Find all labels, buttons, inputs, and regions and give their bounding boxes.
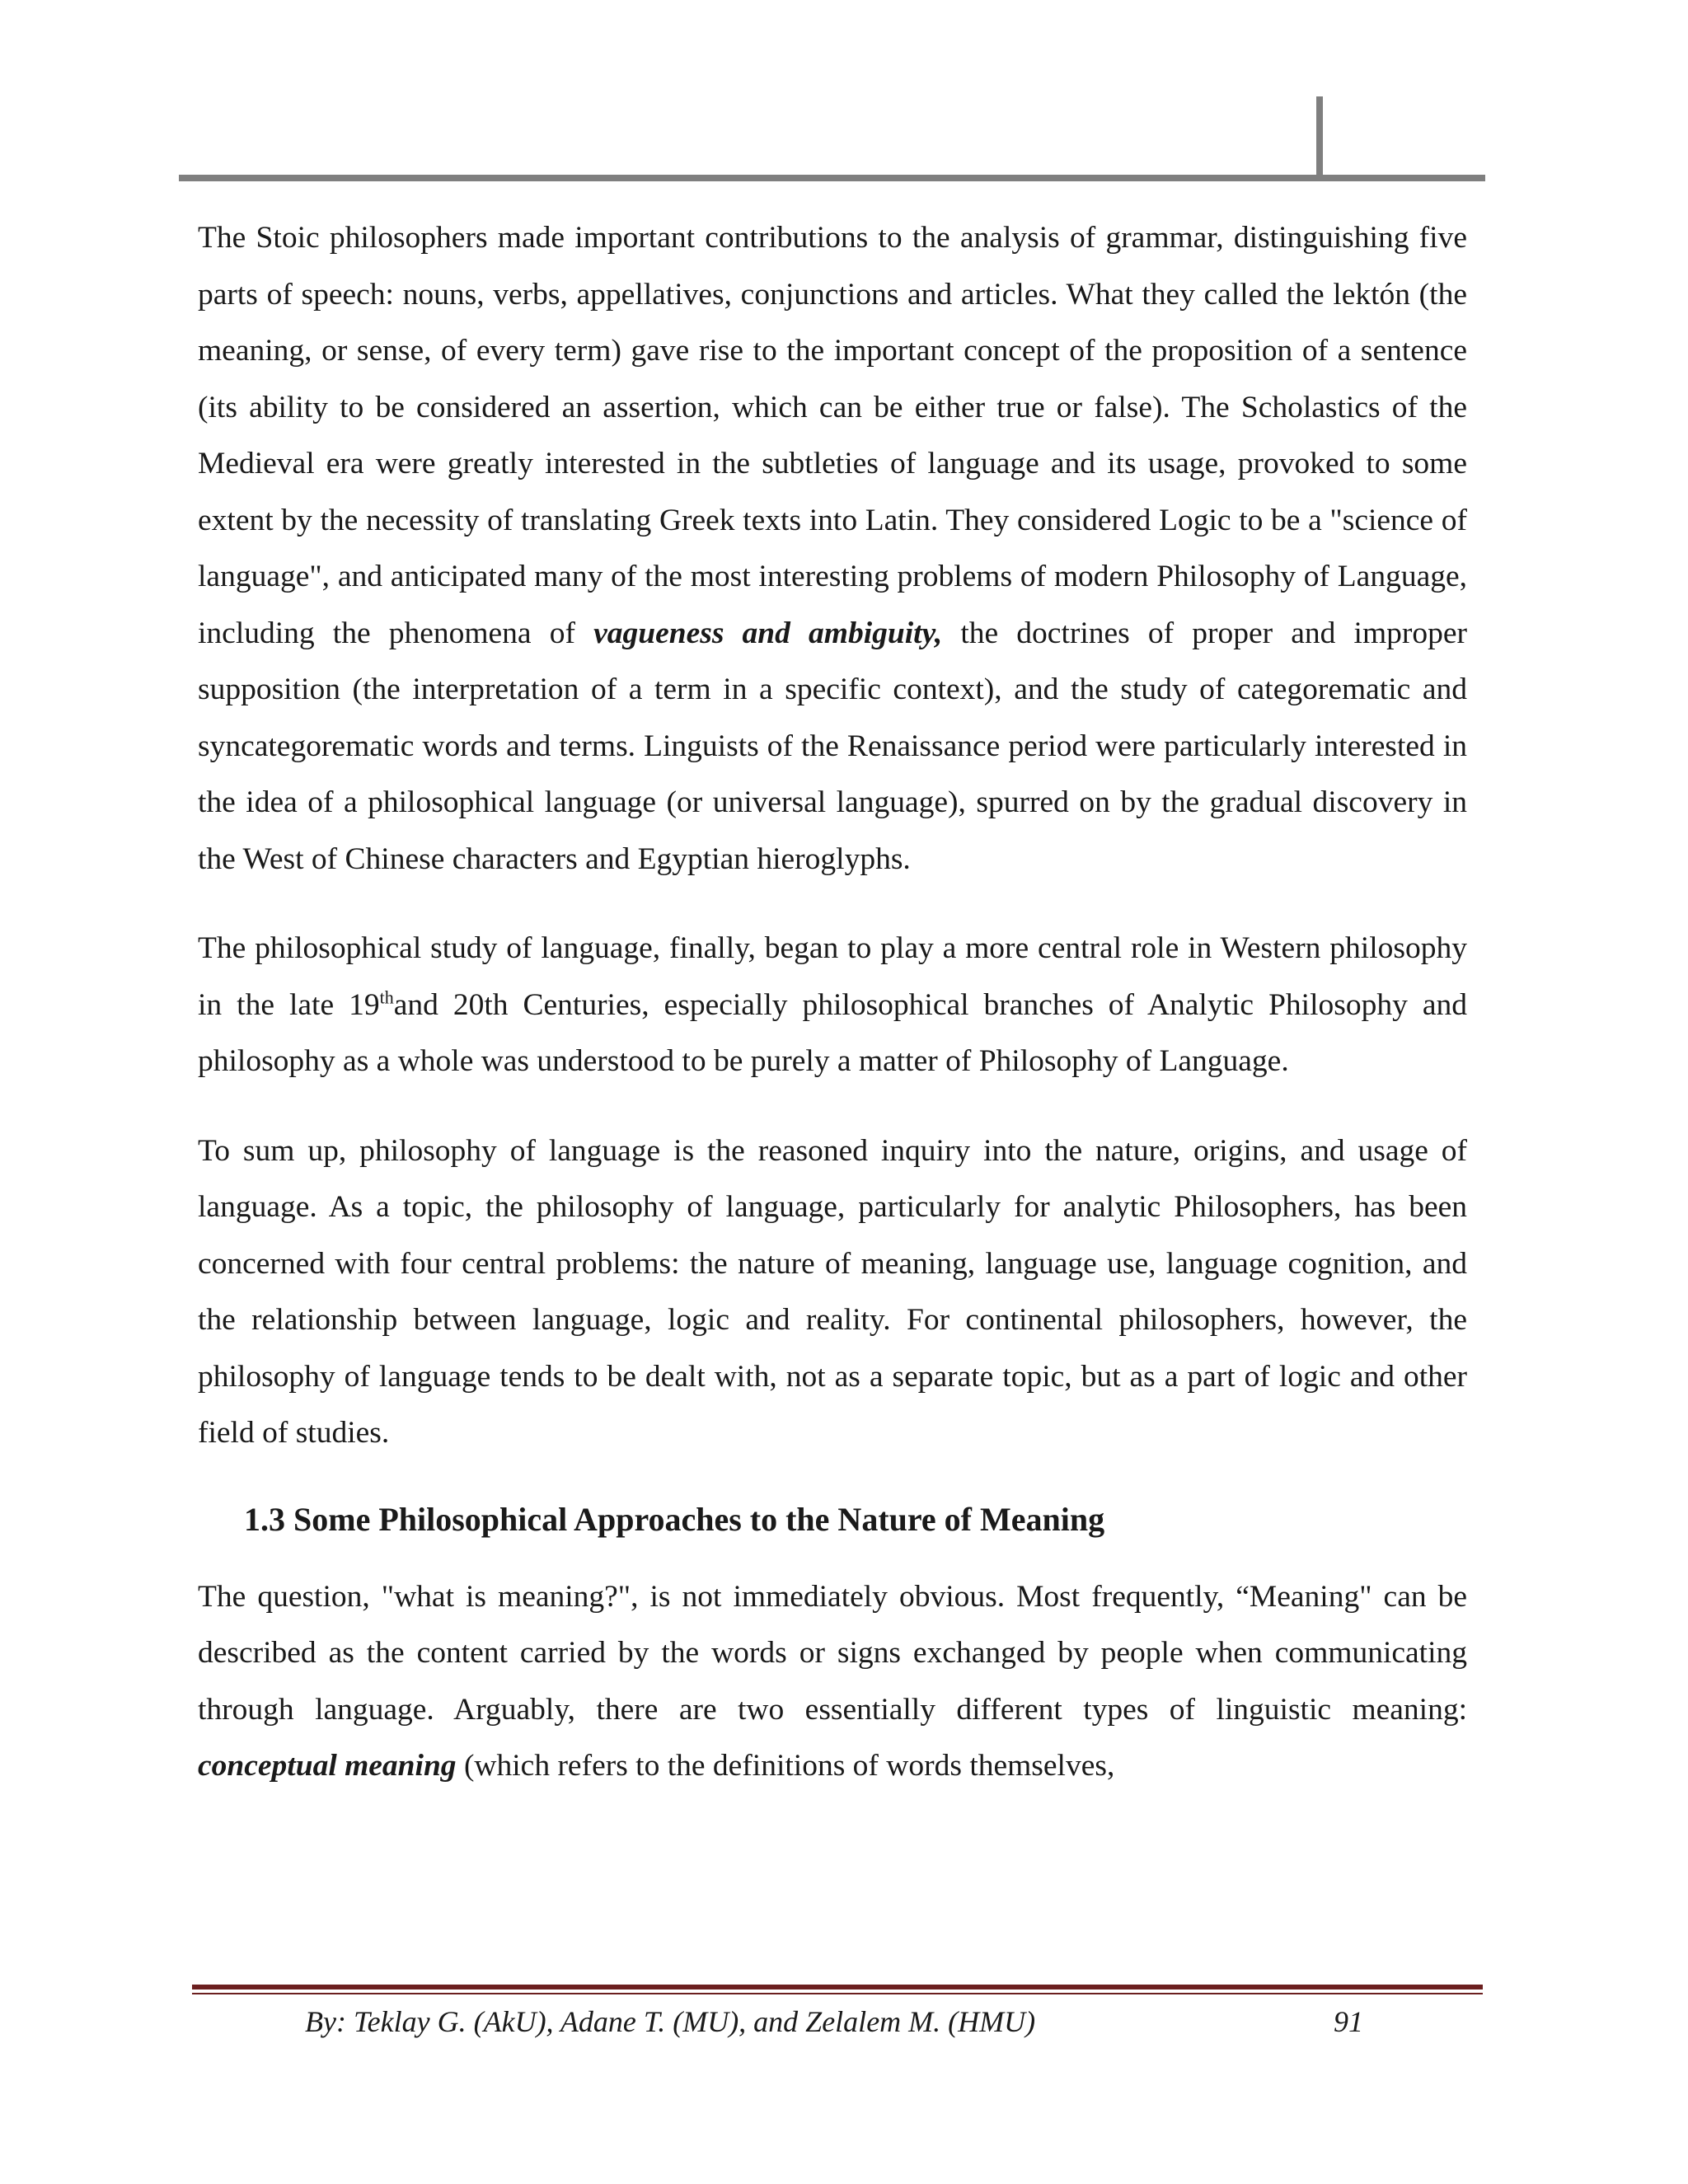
paragraph-text: The question, "what is meaning?", is not immediately obvious. Most frequently, “Meaning" can be described as the content carried by the words or signs exchanged by people when communicating through language. Arguably, there are two essentially different types of linguistic meaning: [198, 1579, 1467, 1727]
header-rule [179, 175, 1485, 181]
paragraph-text: (which refers to the definitions of words themselves, [456, 1749, 1115, 1783]
paragraph-text: The Stoic philosophers made important contributions to the analysis of grammar, distinguishing five parts of speech: nouns, verbs, appellatives, conjunctions and articles. What they called the lektón (the meaning, or sense, of every term) gave rise to the important concept of the proposition of a sentence (its ability to be considered an assertion, which can be either true or false). The Scholastics of the Medieval era were greatly interested in the subtleties of language and its usage, provoked to some extent by the necessity of translating Greek texts into Latin. They considered Logic to be a "science of language", and anticipated many of the most interesting problems of modern Philosophy of Language, including the phenomena of [198, 221, 1467, 650]
paragraph-what-is-meaning [198, 1569, 1467, 1795]
footer-authors: By: Teklay G. (AkU), Adane T. (MU), and Zelalem M. (HMU) [305, 2005, 1036, 2038]
superscript-th: th [379, 987, 394, 1007]
section-title: Some Philosophical Approaches to the Nature of Meaning [293, 1500, 1105, 1538]
section-number: 1.3 [244, 1500, 285, 1538]
paragraph-text: The philosophical study of language, finally, began to play a more central role in Western philosophy in the late 19 [198, 931, 1467, 1022]
footer-rule-thin [192, 1993, 1483, 1994]
emphasis-vagueness-ambiguity: vagueness and ambiguity, [593, 616, 943, 650]
section-heading [244, 1495, 1467, 1544]
paragraph-philosophical-study [198, 921, 1467, 1090]
paragraph-stoic-scholastics [198, 210, 1467, 888]
header-tick [1316, 96, 1323, 179]
emphasis-conceptual-meaning: conceptual meaning [198, 1749, 457, 1783]
footer-rule-thick [192, 1985, 1483, 1990]
paragraph-text: the doctrines of proper and improper supposition (the interpretation of a term in a specific context), and the study of categorematic and syncategorematic words and terms. Linguists of the Renaissance period were particularly interested in the idea of a philosophical language (or universal language), spurred on by the gradual discovery in the West of Chinese characters and Egyptian hieroglyphs. [198, 616, 1467, 876]
paragraph-text: and 20th Centuries, especially philosophical branches of Analytic Philosophy and philosophy as a whole was understood to be purely a matter of Philosophy of Language. [198, 987, 1467, 1078]
page-body [198, 210, 1467, 1828]
page-number: 91 [1334, 2005, 1363, 2038]
paragraph-sum-up: To sum up, philosophy of language is the reasoned inquiry into the nature, origins, and usage of language. As a topic, the philosophy of language, particularly for analytic Philosophers, has been concerned with four central problems: the nature of meaning, language use, language cognition, and the relationship between language, logic and reality. For continental philosophers, however, the philosophy of language tends to be dealt with, not as a separate topic, but as a part of logic and other field of studies. [198, 1133, 1467, 1450]
